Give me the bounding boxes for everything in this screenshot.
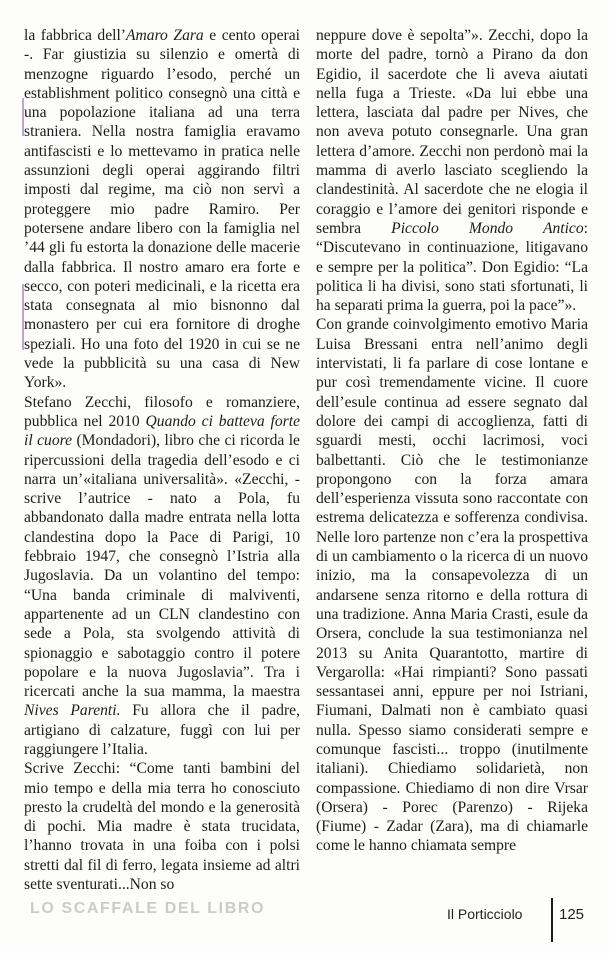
- paragraph: [24, 26, 300, 393]
- text-run: neppure dove è sepolta”». Zecchi, dopo la morte del padre, tornò a Pirano da don Egidio, il sacerdote che li aveva aiutati nella fuga a Trieste. «Da lui ebbe una lettera, lasciata dal padre per Nives, che non aveva potuto consegnarle. Una gran lettera d’amore. Zecchi non perdonò mai la mamma di averlo lasciato scegliendo la clandestinità. Al sacerdote che ne elogia il coraggio e l’amore dei genitori risponde e sembra: [316, 27, 588, 237]
- text-run: la fabbrica dell’: [24, 27, 126, 44]
- pen-mark: [22, 316, 24, 350]
- magazine-name: Il Porticciolo: [447, 906, 523, 922]
- italic-title: Quando ci batteva forte il cuore: [24, 412, 300, 450]
- italic-title: Piccolo Mondo Antico: [391, 219, 584, 237]
- italic-title: Nives Parenti.: [24, 702, 121, 720]
- section-title: LO SCAFFALE DEL LIBRO: [30, 900, 266, 917]
- footer-divider: [551, 898, 553, 942]
- text-run: Fu allora che il padre, artigiano di calzature, fuggì con lui per raggiungere l’Italia.: [24, 702, 300, 758]
- paragraph: [24, 759, 300, 894]
- paragraph: [316, 26, 588, 315]
- right-column: [316, 26, 588, 856]
- text-run: : “Discutevano in continuazione, litigavano e sempre per la politica”. Don Egidio: “La politica li ha divisi, sono stati sfortunati, li ha separati prima la guerra, poi la pace”».: [316, 219, 588, 315]
- paragraph: [24, 393, 300, 760]
- text-run: Con grande coinvolgimento emotivo Maria Luisa Bressani entra nell’animo degli intervistati, li fa parlare di cose lontane e pur così tremendamente vicine. Il cuore dell’esule continua ad essere segnato dal dolore dei campi di accoglienza, fatti di sguardi mesti, occhi lacrimosi, voci balbettanti. Ciò che le testimonianze propongono con la forza amara dell’esperienza vissuta sono raccontate con estrema delicatezza e sofferenza condivisa. Nelle loro partenze non c’era la prospettiva di un cambiamento o la ricerca di un nuovo inizio, ma la consapevolezza di un andarsene senza ritorno e della rottura di una tradizione. Anna Maria Crasti, esule da Orsera, conclude la sua testimonianza nel 2013 su Anita Quarantotto, martire di Vergarolla: «Hai rimpianti? Sono passati sessantasei anni, eppure per noi Istriani, Fiumani, Dalmati non è cambiato quasi nulla. Spesso siamo considerati sempre e comunque fascisti... troppo (inutilmente italiani). Chiediamo solidarietà, non compassione. Chiediamo di non dire Vrsar (Orsera) - Porec (Parenzo) - Rijeka (Fiume) - Zadar (Zara), ma di chiamarle come le hanno chiamata sempre: [316, 316, 588, 855]
- page-number: 125: [559, 906, 585, 923]
- text-run: Scrive Zecchi: “Come tanti bambini del mio tempo e della mia terra ho conosciuto presto la crudeltà del mondo e la generosità di pochi. Mia madre è stata trucidata, l’hanno trovata in una foiba con i polsi stretti dal fil di ferro, legata insieme ad altri sette sventurati...Non so: [24, 760, 300, 894]
- pen-mark: [22, 98, 24, 136]
- left-column: [24, 26, 300, 894]
- paragraph: [316, 315, 588, 855]
- italic-title: Amaro Zara: [125, 27, 204, 44]
- text-run: e cento operai -. Far giustizia su silenzio e omertà di menzogne riguardo l’esodo, perché un establishment politico consegnò una città e una popolazione italiana ad una terra straniera. Nella nostra famiglia eravamo antifascisti e lo mettevamo in pratica nelle assunzioni degli operai aggirando filtri imposti dal regime, ma ciò non servì a proteggere mio padre Ramiro. Per potersene andare libero con la famiglia nel ’44 gli fu estorta la donazione delle macerie dalla fabbrica. Il nostro amaro era forte e secco, con poteri medicinali, e la ricetta era stata consegnata al mio bisnonno dal monastero per cui era fornitore di droghe speziali. Ho una foto del 1920 in cui se ne vede la pubblicità su una casa di New York».: [24, 27, 300, 392]
- text-run: (Mondadori), libro che ci ricorda le ripercussioni della tragedia dell’esodo e ci narra un’«italiana universalità». «Zecchi, - scrive l’autrice - nato a Pola, fu abbandonato dalla madre entrata nella lotta clandestina dopo la Pace di Parigi, 10 febbraio 1947, che consegnò l’Istria alla Jugoslavia. Da un volantino del tempo: “Una banda criminale di malviventi, appartenente ad un CLN clandestino con sede a Pola, sta svolgendo attività di spionaggio e sabotaggio contro il potere popolare e la nuova Jugoslavia”. Tra i ricercati anche la sua mamma, la maestra: [24, 432, 300, 701]
- text-run: Stefano Zecchi, filosofo e romanziere, pubblica nel 2010: [24, 393, 300, 430]
- pen-mark: [22, 284, 24, 320]
